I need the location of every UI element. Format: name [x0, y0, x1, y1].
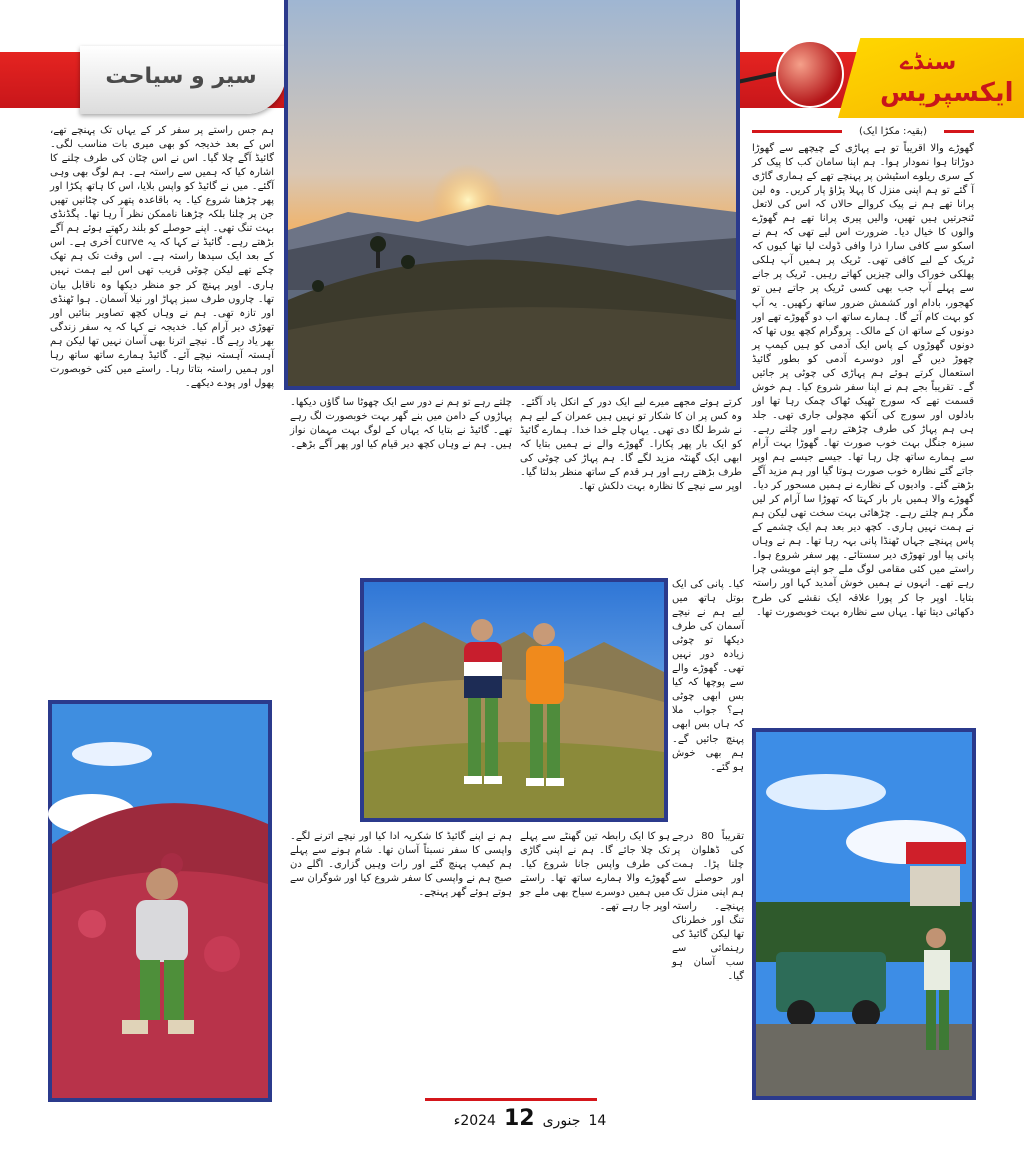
continuation-kicker: (بقیہ: مکڑا ایک) — [859, 126, 927, 137]
man-sitting-flowers-image — [52, 704, 268, 1098]
footer-year: 2024ء — [453, 1113, 496, 1129]
logo-line-2: ایکسپریس — [880, 78, 1014, 108]
footer-month: جنوری — [542, 1113, 581, 1129]
sunset-photo — [284, 0, 740, 390]
divider-line — [944, 130, 974, 133]
article-column-left: ہم جس راستے پر سفر کر کے یہاں تک پہنچے تھے، اس کے بعد خدیجہ کو بھی میری بات مناسب لگی۔ گائیڈ آگے چلا گیا۔ اس نے اس چٹان کی طرف چلنے کا اشارہ کیا کہ ہمیں سے راستہ ہے۔ ہم لوگ بھی وہی آگئے۔ میں نے گائیڈ کو واپس بلایا، اس کا ہاتھ پکڑا اور پھر چڑھنا شروع کیا۔ یہ باقاعدہ پتھر کی چٹانیں تھیں جن پر چلنا بلکہ چڑھنا ناممکن نظر آ رہا تھا۔ پگڈنڈی بہت تنگ تھی۔ اپنے حوصلے کو بلند رکھتے ہوئے ہم آگے بڑھتے رہے۔ گائیڈ نے کہا کہ یہ curve آخری ہے۔ اس کے بعد ایک سیدھا راستہ ہے۔ اس وقت تک ہم تھک چکے تھے لیکن چوٹی قریب تھی اس لیے ہمت نہیں ہاری۔ اوپر پہنچ کر جو منظر دیکھا وہ ناقابل بیان تھا۔ چاروں طرف سبز پہاڑ اور نیلا آسمان۔ ہوا ٹھنڈی اور تازہ تھی۔ ہم نے وہاں کچھ تصاویر بنائیں اور تھوڑی دیر آرام کیا۔ خدیجہ نے کہا کہ یہ سفر زندگی بھر یاد رہے گا۔ نیچے اترنا بھی آسان نہیں تھا لیکن ہم آہستہ آہستہ نیچے آئے۔ گائیڈ ہمارے ساتھ ساتھ رہا اور ہمیں راستہ بتاتا رہا۔ راستے میں کئی خوبصورت پھول اور پودے دیکھے۔ — [50, 125, 274, 389]
shogran-jeeps-image — [756, 732, 972, 1096]
article-column-narrow-2: تقریباً 80 درجے کی ڈھلوان پر چلنا پڑا۔ ہمت اور حوصلے سے ہم اپنی منزل تک پہنچے۔ راستہ تنگ اور خطرناک تھا لیکن گائیڈ کی رہنمائی سے سب آسان ہو گیا۔ — [672, 831, 744, 983]
globe-icon — [776, 40, 844, 108]
issue-date — [440, 1106, 620, 1131]
footer-page-number: 12 — [503, 1106, 535, 1131]
footer-day: 14 — [588, 1113, 607, 1129]
divider-line — [752, 130, 842, 133]
two-travelers-image — [364, 582, 664, 818]
article-column-right: گھوڑے والا اقریباً تو ہے پہاڑی کے چیچھے سے گھوڑا دوڑاتا ہوا نمودار ہوا۔ ہم اپنا سامان کب کا پیک کر کے سری ریلوے اسٹیشن پر پہنچے تھے کے ہماری گاڑی آ گئے تو ہم اپنی منزل کا پہلا پڑاؤ پار کریں۔ وہ لین پرانا تھے ہم نے پیک کروالے حالاں کہ اس کی لاتعل ٹنجرتیں ہیں تھیں، والیں پیری پرانا تھے ہم گھوڑے والوں کا خیال دیا۔ ضرورت اس لیے تھی کہ ہم نے اسکو سے کافی سارا ذرا وافی ڈولت لیا تھا کیوں کہ ٹریک کے لیے کافی تھی۔ ٹریک پر ہمیں آپ ہلکی پھلکی خوراک والی چیزیں کھاتے رہیں۔ ٹریک پر جانے سے پہلے آپ جب بھی کسی ٹریک پر جاتے ہیں تو کھجور، بادام اور کشمش ضرور ساتھ رکھیں۔ یہ آپ کو بہت کام آئے گا۔ ہمارے ساتھ اب دو گھوڑے تھے اور دونوں کے ساتھ ان کے مالک۔ پروگرام کچھ یوں تھا کہ دونوں گھوڑوں کے پاس ایک آدمی کو ہیں کیمپ پر چھوڑ دیں گے اور دوسرے آدمی کو بطور گائیڈ استعمال کرتے ہوئے ہم پہاڑی کی چوٹی پر جائیں گے۔ تقریباً بجے ہم نے اپنا سفر شروع کیا۔ ہم خوش قسمت تھے کہ سورج ٹھیک ٹھاک چمک رہا تھا اور بادلوں اور سورج کی آنکھ مچولی جاری تھی۔ جلد ہی ہم پہاڑ کی طرف چڑھتے رہے اور چلتے رہے۔ سبزہ جنگل بہت خوب صورت تھا۔ گھوڑا بہت آرام سے ہمارے ساتھ چل رہا تھا۔ جیسے جیسے ہم اوپر جاتے گئے نظارہ خوب صورت ہوتا گیا اور ہم مزید آگے بڑھتے گئے۔ وادیوں کے نظارے نے ہمیں مسحور کر دیا۔ گھوڑے والا ہمیں بار بار کہتا کہ تھوڑا سا آرام کر لیں مگر ہم چلتے رہے۔ چڑھائی بہت سخت تھی لیکن ہم نے ہمت نہیں ہاری۔ کچھ دیر بعد ہم ایک چشمے کے پاس پہنچے جہاں ٹھنڈا پانی بہہ رہا تھا۔ ہم نے وہاں پانی پیا اور تھوڑی دیر سستائے۔ پھر سفر شروع ہوا۔ راستے میں کئی مقامی لوگ ملے جو اپنے مویشی چرا رہے تھے۔ انہوں نے ہمیں خوش آمدید کہا اور راستہ بتایا۔ اوپر جا کر پورا علاقہ ایک نقشے کی طرح دکھائی دیتا تھا۔ یہاں سے نظارہ بہت خوبصورت تھا۔ — [752, 143, 974, 618]
shogran-photo — [752, 728, 976, 1100]
article-column-bottom-right: ہو کا ایک رابطہ تین گھنٹے سے پہلے تک چلا جائے گا۔ ہم نے اپنی گاڑی کی طرف واپس جانا شروع کیا۔ گھوڑے والا ہمارے ساتھ تھا۔ راستے میں ہمیں دوسرے سیاح بھی ملے جو اوپر جا رہے تھے۔ — [520, 831, 670, 913]
logo-line-1: سنڈے — [900, 50, 957, 75]
flowers-photo — [48, 700, 272, 1102]
section-title: سیر و سیاحت — [105, 64, 257, 89]
article-column-mid-left: چلتے رہے تو ہم نے دور سے ایک چھوٹا سا گاؤں دیکھا۔ پہاڑوں کے دامن میں بنے گھر بہت خوبصورت لگ رہے تھے۔ گائیڈ نے بتایا کہ یہاں کے لوگ بہت مہمان نواز ہیں۔ ہم نے وہاں کچھ دیر قیام کیا اور پھر آگے بڑھے۔ — [290, 397, 512, 451]
article-column-mid-right: کرتے ہوئے مجھے میرے لیے ایک دور کے انکل یاد آگئے۔ وہ کس پر ان کا شکار تو نہیں ہیں عمران کے لیے ہم نے شرط لگا دی تھی۔ یہاں چلے خدا خدا۔ ہمارے گائیڈ کو ایک بار پھر پکارا۔ گھوڑے والے نے ہمیں بتایا کہ ابھی ایک گھنٹہ مزید لگے گا۔ ہم پہاڑ کی چوٹی کی طرف بڑھتے رہے اور ہر قدم کے ساتھ منظر بدلتا گیا۔ اوپر سے نیچے کا نظارہ بہت دلکش تھا۔ — [520, 397, 742, 493]
article-column-bottom-center: ہم نے اپنے گائیڈ کا شکریہ ادا کیا اور نیچے اترنے لگے۔ واپسی کا سفر نسبتاً آسان تھا۔ شام ہونے سے پہلے ہم کیمپ پہنچ گئے اور رات وہیں گزاری۔ اگلے دن صبح ہم نے واپسی کا سفر شروع کیا اور شوگران سے ہوتے ہوئے گھر پہنچے۔ — [290, 831, 512, 899]
footer-divider — [425, 1098, 597, 1101]
article-column-narrow: کیا۔ پانی کی ایک بوتل ہاتھ میں لیے ہم نے نیچے آسمان کی طرف دیکھا تو چوٹی زیادہ دور نہیں تھی۔ گھوڑے والے سے پوچھا کہ کیا بس ابھی چوٹی ہے؟ جواب ملا کہ ہاں بس ابھی پہنچ جائیں گے۔ ہم بھی خوش ہو گئے۔ — [672, 579, 744, 773]
sunset-landscape-image — [288, 0, 736, 386]
travelers-photo — [360, 578, 668, 822]
